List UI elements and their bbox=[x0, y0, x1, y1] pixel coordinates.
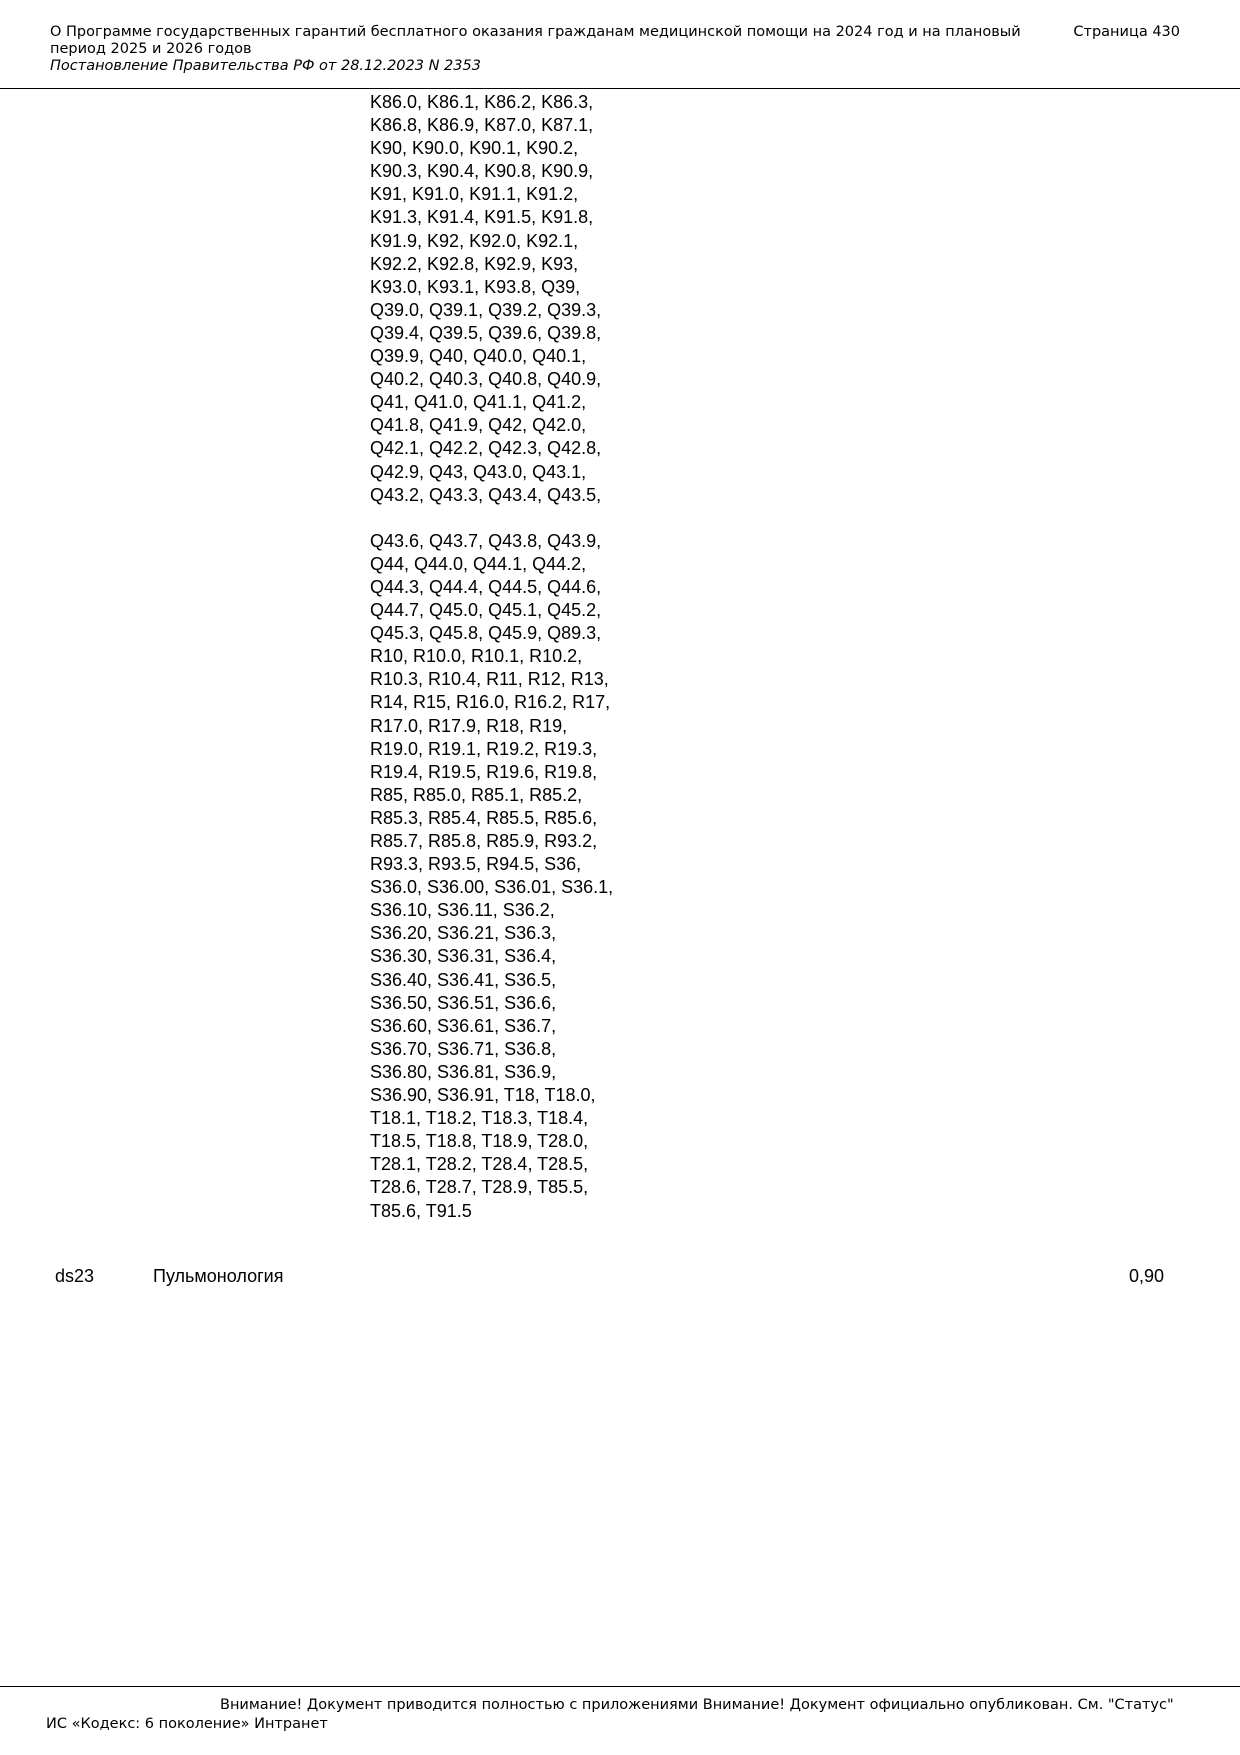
codes-line: R14, R15, R16.0, R16.2, R17, bbox=[370, 692, 611, 713]
codes-line: Q45.3, Q45.8, Q45.9, Q89.3, bbox=[370, 623, 602, 644]
codes-line: T18.1, T18.2, T18.3, T18.4, bbox=[370, 1108, 589, 1129]
codes-line: R85, R85.0, R85.1, R85.2, bbox=[370, 784, 583, 805]
codes-line: S36.10, S36.11, S36.2, bbox=[370, 900, 555, 921]
row-code: ds23 bbox=[55, 1266, 95, 1286]
codes-line: R85.7, R85.8, R85.9, R93.2, bbox=[370, 831, 598, 851]
codes-line: Q41.8, Q41.9, Q42, Q42.0, bbox=[370, 415, 587, 436]
codes-line: R10, R10.0, R10.1, R10.2, bbox=[370, 646, 583, 667]
codes-line: T28.1, T28.2, T28.4, T28.5, bbox=[370, 1154, 589, 1175]
footer-divider bbox=[0, 1686, 1240, 1687]
codes-line: S36.80, S36.81, S36.9, bbox=[370, 1061, 557, 1082]
codes-line: K92.2, K92.8, K92.9, K93, bbox=[370, 253, 579, 274]
row-name: Пульмонология bbox=[153, 1266, 284, 1286]
codes-line: R19.4, R19.5, R19.6, R19.8, bbox=[370, 761, 598, 782]
codes-line: Q41, Q41.0, Q41.1, Q41.2, bbox=[370, 392, 587, 413]
codes-line: T28.6, T28.7, T28.9, T85.5, bbox=[370, 1177, 589, 1198]
codes-line: S36.40, S36.41, S36.5, bbox=[370, 969, 557, 990]
codes-line: Q39.0, Q39.1, Q39.2, Q39.3, bbox=[370, 299, 602, 320]
codes-line: Q39.4, Q39.5, Q39.6, Q39.8, bbox=[370, 322, 602, 343]
footer-source: ИС «Кодекс: 6 поколение» Интранет bbox=[46, 1716, 328, 1732]
codes-line: S36.70, S36.71, S36.8, bbox=[370, 1038, 557, 1059]
codes-line: S36.0, S36.00, S36.01, S36.1, bbox=[370, 877, 614, 898]
codes-line: T18.5, T18.8, T18.9, T28.0, bbox=[370, 1131, 589, 1152]
codes-line: K90.3, K90.4, K90.8, K90.9, bbox=[370, 161, 594, 182]
codes-line: K93.0, K93.1, K93.8, Q39, bbox=[370, 276, 581, 297]
codes-line: R19.0, R19.1, R19.2, R19.3, bbox=[370, 738, 598, 759]
codes-line: Q44.3, Q44.4, Q44.5, Q44.6, bbox=[370, 576, 602, 597]
codes-line: R17.0, R17.9, R18, R19, bbox=[370, 715, 568, 736]
codes-line: T85.6, T91.5 bbox=[370, 1200, 472, 1221]
codes-line: R93.3, R93.5, R94.5, S36, bbox=[370, 854, 582, 875]
codes-line: K86.8, K86.9, K87.0, K87.1, bbox=[370, 115, 594, 136]
codes-line: K91.3, K91.4, K91.5, K91.8, bbox=[370, 207, 594, 228]
codes-line: S36.30, S36.31, S36.4, bbox=[370, 946, 557, 967]
codes-line: Q42.9, Q43, Q43.0, Q43.1, bbox=[370, 461, 587, 482]
codes-line: Q40.2, Q40.3, Q40.8, Q40.9, bbox=[370, 369, 602, 390]
codes-line: K91.9, K92, K92.0, K92.1, bbox=[370, 230, 579, 251]
row-coefficient: 0,90 bbox=[1128, 1266, 1164, 1286]
codes-line: Q43.6, Q43.7, Q43.8, Q43.9, bbox=[370, 530, 602, 551]
codes-line: S36.90, S36.91, T18, T18.0, bbox=[370, 1085, 596, 1106]
header-divider bbox=[0, 88, 1240, 89]
page-header bbox=[50, 24, 1180, 75]
document-title: О Программе государственных гарантий бесплатного оказания гражданам медицинской помощи на 2024 год и на плановый период 2025 и 2026 годов bbox=[50, 24, 1021, 57]
codes-line: Q42.1, Q42.2, Q42.3, Q42.8, bbox=[370, 438, 602, 459]
codes-line: K86.0, K86.1, K86.2, K86.3, bbox=[370, 92, 594, 112]
codes-line: Q39.9, Q40, Q40.0, Q40.1, bbox=[370, 346, 587, 367]
codes-line: Q44, Q44.0, Q44.1, Q44.2, bbox=[370, 553, 587, 574]
codes-line bbox=[370, 507, 613, 530]
codes-line: R10.3, R10.4, R11, R12, R13, bbox=[370, 669, 609, 690]
document-subtitle: Постановление Правительства РФ от 28.12.2023 N 2353 bbox=[50, 58, 481, 74]
codes-line: Q43.2, Q43.3, Q43.4, Q43.5, bbox=[370, 484, 602, 505]
codes-line: S36.20, S36.21, S36.3, bbox=[370, 923, 557, 944]
codes-line: R85.3, R85.4, R85.5, R85.6, bbox=[370, 807, 598, 828]
codes-line: S36.50, S36.51, S36.6, bbox=[370, 992, 557, 1013]
codes-line: Q44.7, Q45.0, Q45.1, Q45.2, bbox=[370, 600, 602, 621]
codes-line: S36.60, S36.61, S36.7, bbox=[370, 1015, 557, 1036]
footer-notice: Внимание! Документ приводится полностью с приложениями Внимание! Документ официально опубликован. См. "Статус" bbox=[220, 1697, 1174, 1713]
diagnosis-codes-list bbox=[370, 91, 613, 1223]
page-number: Страница 430 bbox=[1073, 24, 1180, 40]
codes-line: K91, K91.0, K91.1, K91.2, bbox=[370, 184, 579, 205]
codes-line: K90, K90.0, K90.1, K90.2, bbox=[370, 138, 579, 159]
